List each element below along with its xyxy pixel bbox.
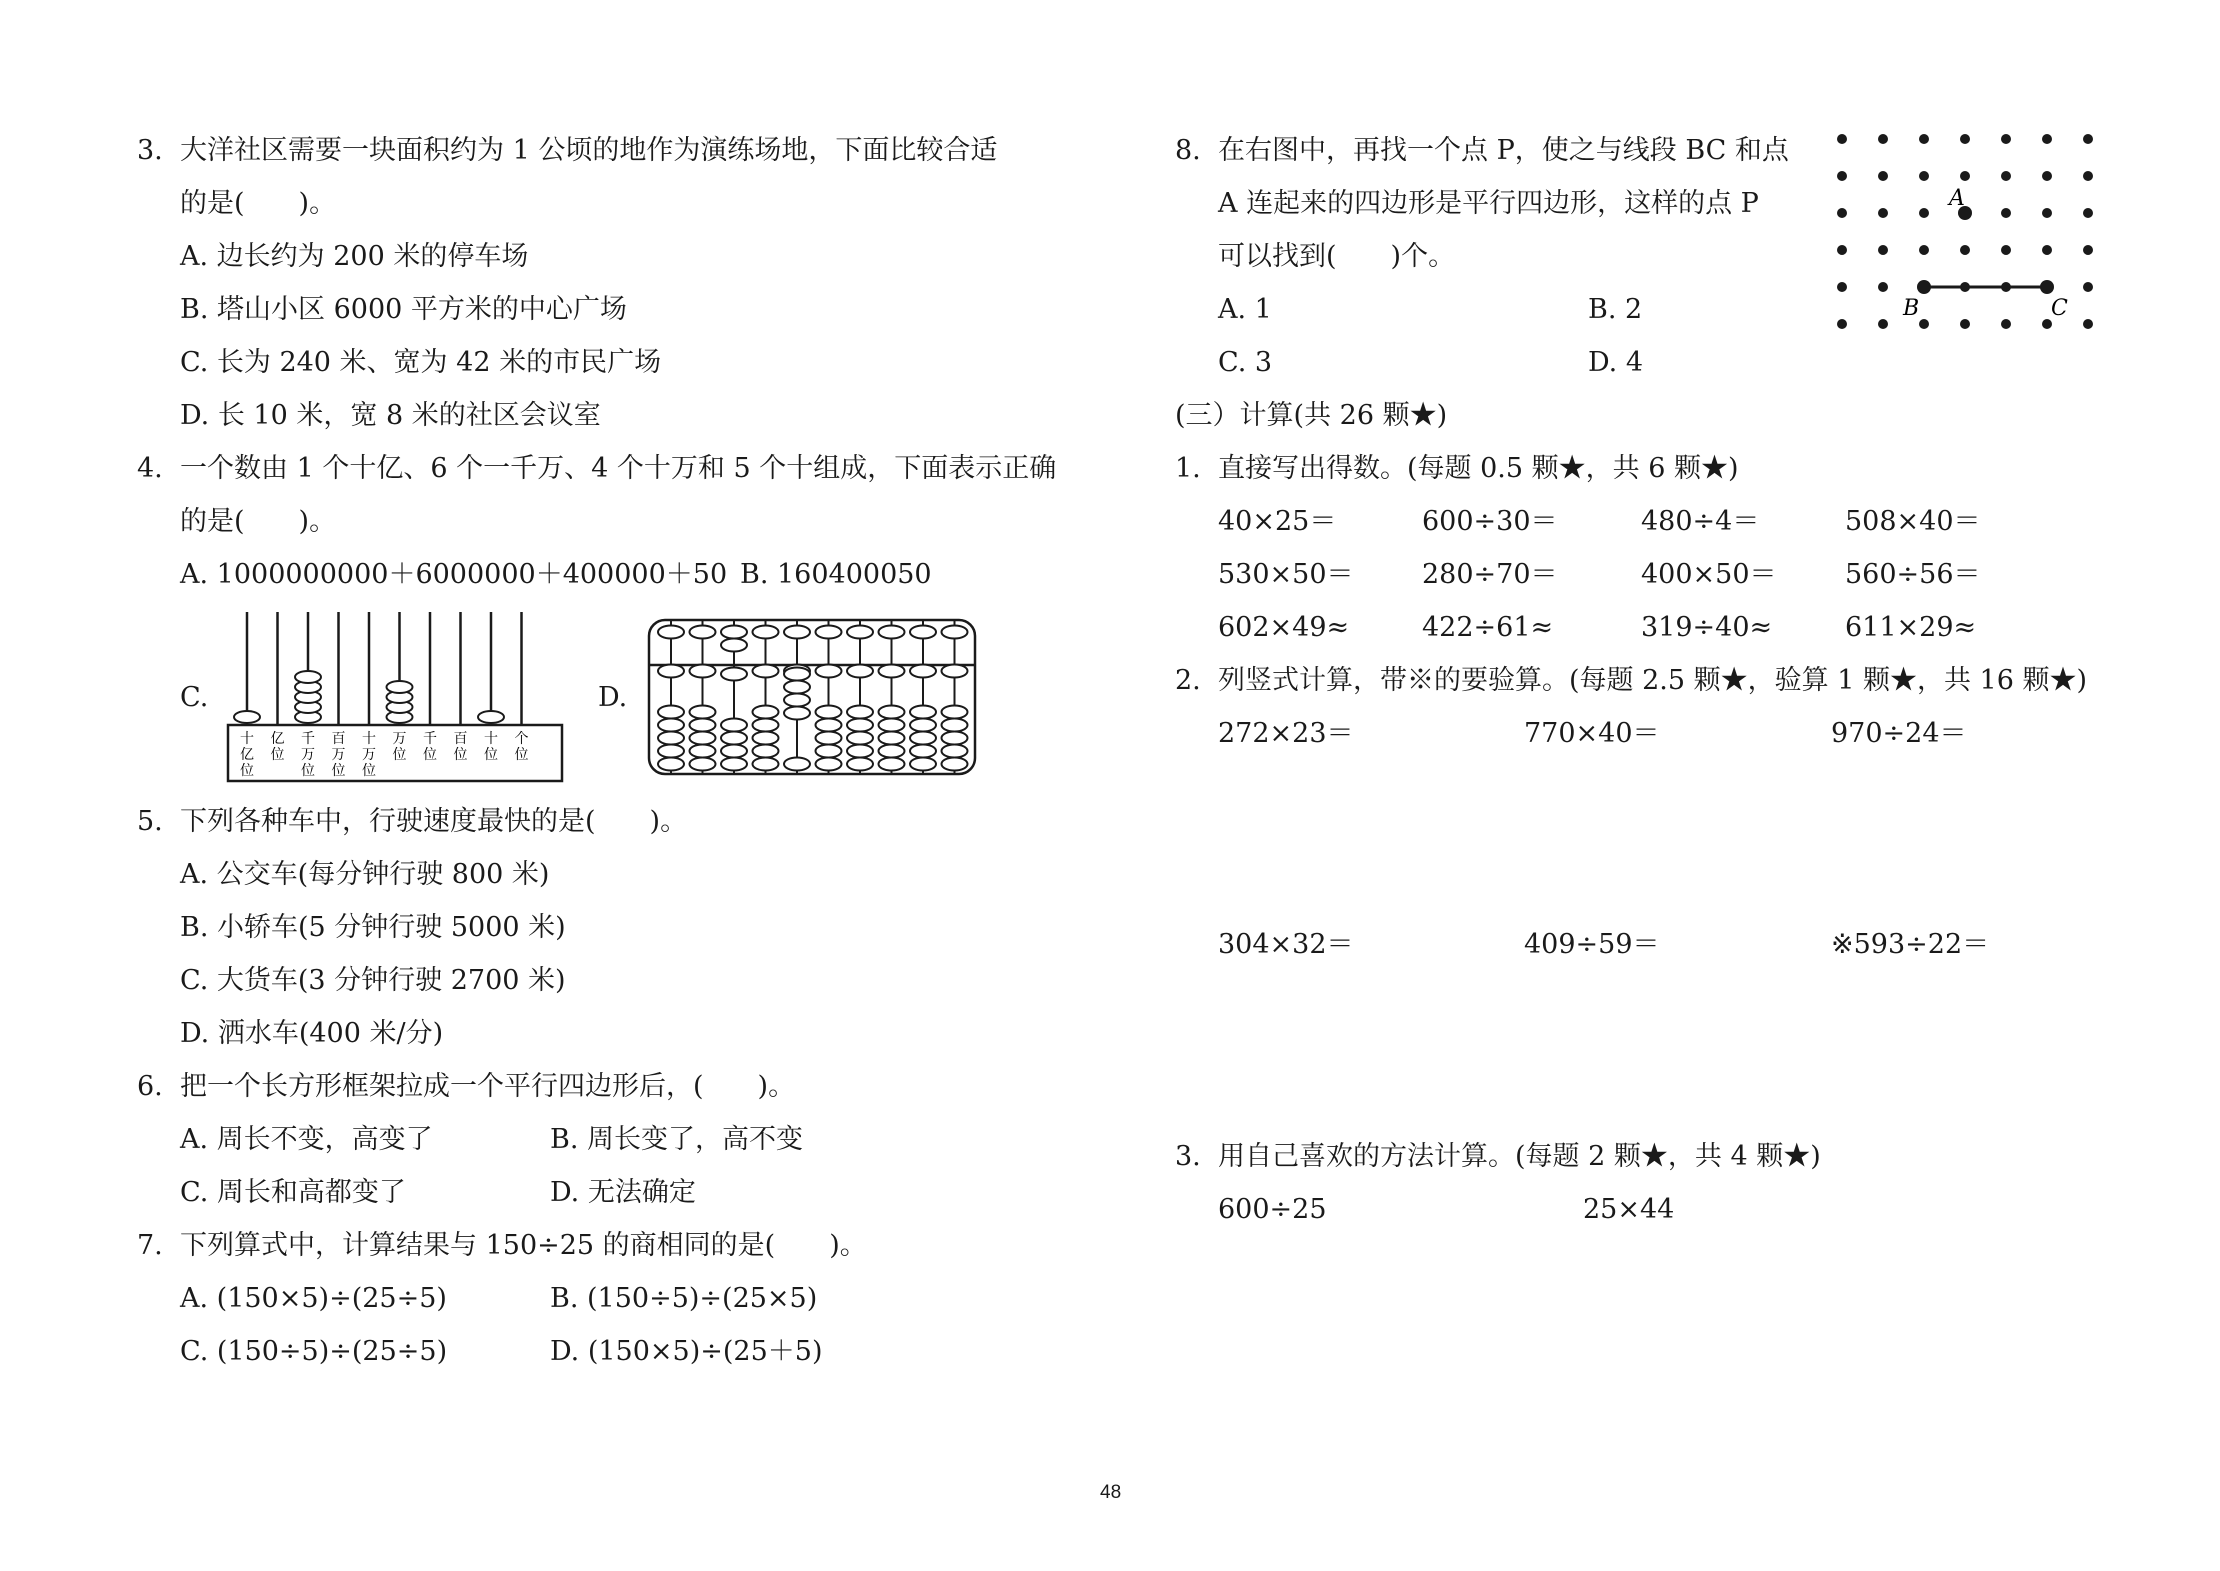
calc1-item: 602×49≈ xyxy=(1218,612,1350,643)
calc2-item: ※593÷22＝ xyxy=(1831,929,1990,960)
calc3-item: 25×44 xyxy=(1583,1194,1675,1225)
grid-dot xyxy=(1837,134,1847,144)
abacus-d-bead xyxy=(910,719,936,732)
calc3-item: 600÷25 xyxy=(1218,1194,1327,1225)
grid-dot xyxy=(2042,134,2052,144)
abacus-d-bead xyxy=(879,706,905,719)
q7-number: 7. xyxy=(137,1230,163,1261)
q7-stem: 下列算式中，计算结果与 150÷25 的商相同的是( )。 xyxy=(180,1230,867,1261)
grid-dot xyxy=(2001,245,2011,255)
calc1-item: 508×40＝ xyxy=(1845,506,1981,537)
abacus-c-bead xyxy=(234,711,260,723)
point-b-label: B xyxy=(1903,296,1920,321)
abacus-d-bead xyxy=(753,732,779,745)
abacus-d-bead xyxy=(910,758,936,771)
abacus-d-bead xyxy=(753,665,779,678)
abacus-d-bead xyxy=(690,665,716,678)
q3-stem-line2: 的是( )。 xyxy=(180,188,337,219)
calc2-number: 2. xyxy=(1175,665,1201,696)
abacus-d-bead xyxy=(847,665,873,678)
abacus-c-place-label: 万位 xyxy=(392,731,407,763)
abacus-d-bead xyxy=(942,745,968,758)
grid-dot xyxy=(1960,319,1970,329)
grid-dot xyxy=(2001,208,2011,218)
abacus-d-bead xyxy=(816,732,842,745)
q3-option-d: D. 长 10 米，宽 8 米的社区会议室 xyxy=(180,400,601,431)
abacus-d-bead xyxy=(753,758,779,771)
calc1-item: 422÷61≈ xyxy=(1422,612,1554,643)
q8-option-a: A. 1 xyxy=(1218,294,1272,325)
abacus-d-bead xyxy=(784,694,810,707)
grid-dot xyxy=(2001,134,2011,144)
q8-stem-line3: 可以找到( )个。 xyxy=(1218,241,1456,272)
q6-stem: 把一个长方形框架拉成一个平行四边形后，( )。 xyxy=(180,1071,796,1102)
abacus-c-place-label: 十亿位 xyxy=(240,731,254,779)
grid-dot xyxy=(1919,319,1929,329)
grid-dot xyxy=(2042,171,2052,181)
abacus-d-bead xyxy=(879,626,905,639)
calc1-item: 600÷30＝ xyxy=(1422,506,1558,537)
abacus-d-bead xyxy=(721,745,747,758)
q4-option-c-label: C. xyxy=(180,682,209,713)
calc1-item: 40×25＝ xyxy=(1218,506,1337,537)
abacus-d-bead xyxy=(753,626,779,639)
abacus-d-bead xyxy=(658,745,684,758)
abacus-d-bead xyxy=(784,626,810,639)
abacus-d-bead xyxy=(690,732,716,745)
q5-option-d: D. 洒水车(400 米/分) xyxy=(180,1018,444,1049)
q8-stem-line1: 在右图中，再找一个点 P，使之与线段 BC 和点 xyxy=(1218,135,1789,166)
abacus-d-bead xyxy=(721,639,747,652)
abacus-d-bead xyxy=(658,732,684,745)
q5-option-c: C. 大货车(3 分钟行驶 2700 米) xyxy=(180,965,566,996)
calc1-item: 480÷4＝ xyxy=(1641,506,1760,537)
calc1-number: 1. xyxy=(1175,453,1201,484)
abacus-d-bead xyxy=(690,758,716,771)
grid-dot xyxy=(2083,134,2093,144)
abacus-d-bead xyxy=(784,668,810,681)
abacus-d-bead xyxy=(816,626,842,639)
calc2-item: 272×23＝ xyxy=(1218,718,1354,749)
grid-dot xyxy=(1919,171,1929,181)
abacus-d-bead xyxy=(879,665,905,678)
q3-option-a: A. 边长约为 200 米的停车场 xyxy=(180,241,529,272)
grid-dot xyxy=(1919,134,1929,144)
q7-option-c: C. (150÷5)÷(25÷5) xyxy=(180,1336,448,1367)
calc1-item: 319÷40≈ xyxy=(1641,612,1773,643)
q4-stem-line2: 的是( )。 xyxy=(180,506,337,537)
abacus-d-bead xyxy=(942,719,968,732)
abacus-d-bead xyxy=(910,665,936,678)
page-number: 48 xyxy=(1100,1482,1122,1503)
calc1-item: 280÷70＝ xyxy=(1422,559,1558,590)
q6-option-b: B. 周长变了，高不变 xyxy=(550,1124,804,1155)
abacus-d-bead xyxy=(847,626,873,639)
grid-dot xyxy=(1878,171,1888,181)
calc2-item: 770×40＝ xyxy=(1524,718,1660,749)
grid-dot xyxy=(1878,319,1888,329)
q8-option-c: C. 3 xyxy=(1218,347,1273,378)
q8-stem-line2: A 连起来的四边形是平行四边形，这样的点 P xyxy=(1218,188,1759,219)
q7-option-d: D. (150×5)÷(25＋5) xyxy=(550,1336,823,1367)
q3-stem-line1: 大洋社区需要一块面积约为 1 公顷的地作为演练场地，下面比较合适 xyxy=(180,135,998,166)
abacus-d-bead xyxy=(847,732,873,745)
point-c-label: C xyxy=(2051,296,2068,321)
abacus-d-bead xyxy=(847,758,873,771)
grid-dot xyxy=(1837,208,1847,218)
abacus-c-figure xyxy=(226,610,566,785)
q3-option-c: C. 长为 240 米、宽为 42 米的市民广场 xyxy=(180,347,662,378)
abacus-d-bead xyxy=(879,732,905,745)
abacus-d-bead xyxy=(816,665,842,678)
calc1-item: 560÷56＝ xyxy=(1845,559,1981,590)
abacus-d-bead xyxy=(721,668,747,681)
abacus-d-figure xyxy=(647,618,977,776)
abacus-d-bead xyxy=(942,626,968,639)
abacus-d-bead xyxy=(690,719,716,732)
abacus-d-bead xyxy=(658,626,684,639)
abacus-d-bead xyxy=(879,719,905,732)
abacus-d-bead xyxy=(721,626,747,639)
grid-dot xyxy=(1837,319,1847,329)
abacus-d-bead xyxy=(847,706,873,719)
abacus-c-bead xyxy=(387,681,413,693)
grid-dot xyxy=(1878,208,1888,218)
dot-grid-figure xyxy=(1815,125,2115,335)
q5-stem: 下列各种车中，行驶速度最快的是( )。 xyxy=(180,806,688,837)
abacus-c-place-label: 个位 xyxy=(514,731,529,763)
q8-number: 8. xyxy=(1175,135,1201,166)
q6-number: 6. xyxy=(137,1071,163,1102)
grid-dot xyxy=(1878,134,1888,144)
abacus-c-place-label: 亿位 xyxy=(270,731,285,763)
q4-number: 4. xyxy=(137,453,163,484)
grid-dot xyxy=(1837,245,1847,255)
abacus-d-bead xyxy=(910,706,936,719)
abacus-d-bead xyxy=(942,758,968,771)
point-c-dot xyxy=(2040,280,2054,294)
calc3-number: 3. xyxy=(1175,1141,1201,1172)
abacus-d-bead xyxy=(942,732,968,745)
grid-dot xyxy=(2083,245,2093,255)
calc2-item: 970÷24＝ xyxy=(1831,718,1967,749)
q7-option-a: A. (150×5)÷(25÷5) xyxy=(180,1283,447,1314)
abacus-d-bead xyxy=(690,706,716,719)
section-3-heading: (三）计算(共 26 颗★) xyxy=(1175,400,1448,431)
grid-dot xyxy=(1919,208,1929,218)
q7-option-b: B. (150÷5)÷(25×5) xyxy=(550,1283,818,1314)
abacus-d-bead xyxy=(721,719,747,732)
grid-dot xyxy=(2001,319,2011,329)
grid-dot xyxy=(1837,282,1847,292)
grid-dot xyxy=(2083,208,2093,218)
abacus-d-bead xyxy=(910,626,936,639)
grid-dot xyxy=(2083,319,2093,329)
abacus-c-place-label: 百万位 xyxy=(331,731,346,779)
abacus-d-bead xyxy=(879,745,905,758)
grid-dot xyxy=(2042,245,2052,255)
abacus-c-place-label: 十位 xyxy=(484,731,498,763)
q3-option-b: B. 塔山小区 6000 平方米的中心广场 xyxy=(180,294,627,325)
abacus-d-bead xyxy=(784,758,810,771)
abacus-d-bead xyxy=(910,732,936,745)
q6-option-d: D. 无法确定 xyxy=(550,1177,696,1208)
abacus-d-bead xyxy=(942,665,968,678)
q8-option-d: D. 4 xyxy=(1588,347,1644,378)
abacus-d-bead xyxy=(753,745,779,758)
abacus-d-bead xyxy=(910,745,936,758)
grid-dot xyxy=(1919,245,1929,255)
abacus-d-bead xyxy=(690,745,716,758)
abacus-d-bead xyxy=(816,745,842,758)
abacus-c-bead xyxy=(478,711,504,723)
abacus-d-bead xyxy=(658,758,684,771)
q4-option-d-label: D. xyxy=(598,682,628,713)
q4-option-b: B. 160400050 xyxy=(740,559,932,590)
q6-option-c: C. 周长和高都变了 xyxy=(180,1177,406,1208)
q5-option-b: B. 小轿车(5 分钟行驶 5000 米) xyxy=(180,912,566,943)
abacus-d-bead xyxy=(690,626,716,639)
abacus-c-bead xyxy=(295,671,321,683)
calc1-item: 611×29≈ xyxy=(1845,612,1977,643)
calc1-title: 直接写出得数。(每题 0.5 颗★，共 6 颗★) xyxy=(1218,453,1739,484)
abacus-d-bead xyxy=(816,706,842,719)
q3-number: 3. xyxy=(137,135,163,166)
abacus-d-bead xyxy=(784,681,810,694)
q6-option-a: A. 周长不变，高变了 xyxy=(180,1124,433,1155)
abacus-d-bead xyxy=(658,719,684,732)
point-b-dot xyxy=(1917,280,1931,294)
grid-dot xyxy=(2083,282,2093,292)
abacus-d-bead xyxy=(784,707,810,720)
abacus-d-bead xyxy=(753,719,779,732)
grid-dot xyxy=(1960,245,1970,255)
abacus-d-bead xyxy=(847,719,873,732)
abacus-d-bead xyxy=(816,719,842,732)
abacus-d-bead xyxy=(658,706,684,719)
abacus-c-place-label: 百位 xyxy=(453,731,468,763)
abacus-d-bead xyxy=(721,758,747,771)
grid-dot xyxy=(1960,134,1970,144)
grid-dot xyxy=(1878,282,1888,292)
q4-stem-line1: 一个数由 1 个十亿、6 个一千万、4 个十万和 5 个十组成，下面表示正确 xyxy=(180,453,1057,484)
abacus-d-bead xyxy=(816,758,842,771)
abacus-d-bead xyxy=(721,732,747,745)
q5-number: 5. xyxy=(137,806,163,837)
calc2-item: 304×32＝ xyxy=(1218,929,1354,960)
grid-dot xyxy=(2083,171,2093,181)
calc2-item: 409÷59＝ xyxy=(1524,929,1660,960)
abacus-d-bead xyxy=(753,706,779,719)
abacus-d-bead xyxy=(847,745,873,758)
q8-option-b: B. 2 xyxy=(1588,294,1643,325)
grid-dot xyxy=(2042,208,2052,218)
grid-dot xyxy=(2001,171,2011,181)
abacus-c-place-label: 十万位 xyxy=(362,731,376,779)
grid-dot xyxy=(1960,171,1970,181)
calc1-item: 400×50＝ xyxy=(1641,559,1777,590)
abacus-d-bead xyxy=(942,706,968,719)
grid-dot xyxy=(1837,171,1847,181)
grid-dot xyxy=(1878,245,1888,255)
calc2-title: 列竖式计算，带※的要验算。(每题 2.5 颗★，验算 1 颗★，共 16 颗★) xyxy=(1218,665,2088,696)
abacus-c-place-label: 千万位 xyxy=(301,731,315,779)
calc1-item: 530×50＝ xyxy=(1218,559,1354,590)
abacus-d-bead xyxy=(879,758,905,771)
q4-option-a: A. 1000000000＋6000000＋400000＋50 xyxy=(180,559,728,590)
calc3-title: 用自己喜欢的方法计算。(每题 2 颗★，共 4 颗★) xyxy=(1218,1141,1821,1172)
point-a-label: A xyxy=(1949,186,1965,211)
abacus-c-place-label: 千位 xyxy=(423,731,437,763)
q5-option-a: A. 公交车(每分钟行驶 800 米) xyxy=(180,859,550,890)
abacus-d-bead xyxy=(658,665,684,678)
